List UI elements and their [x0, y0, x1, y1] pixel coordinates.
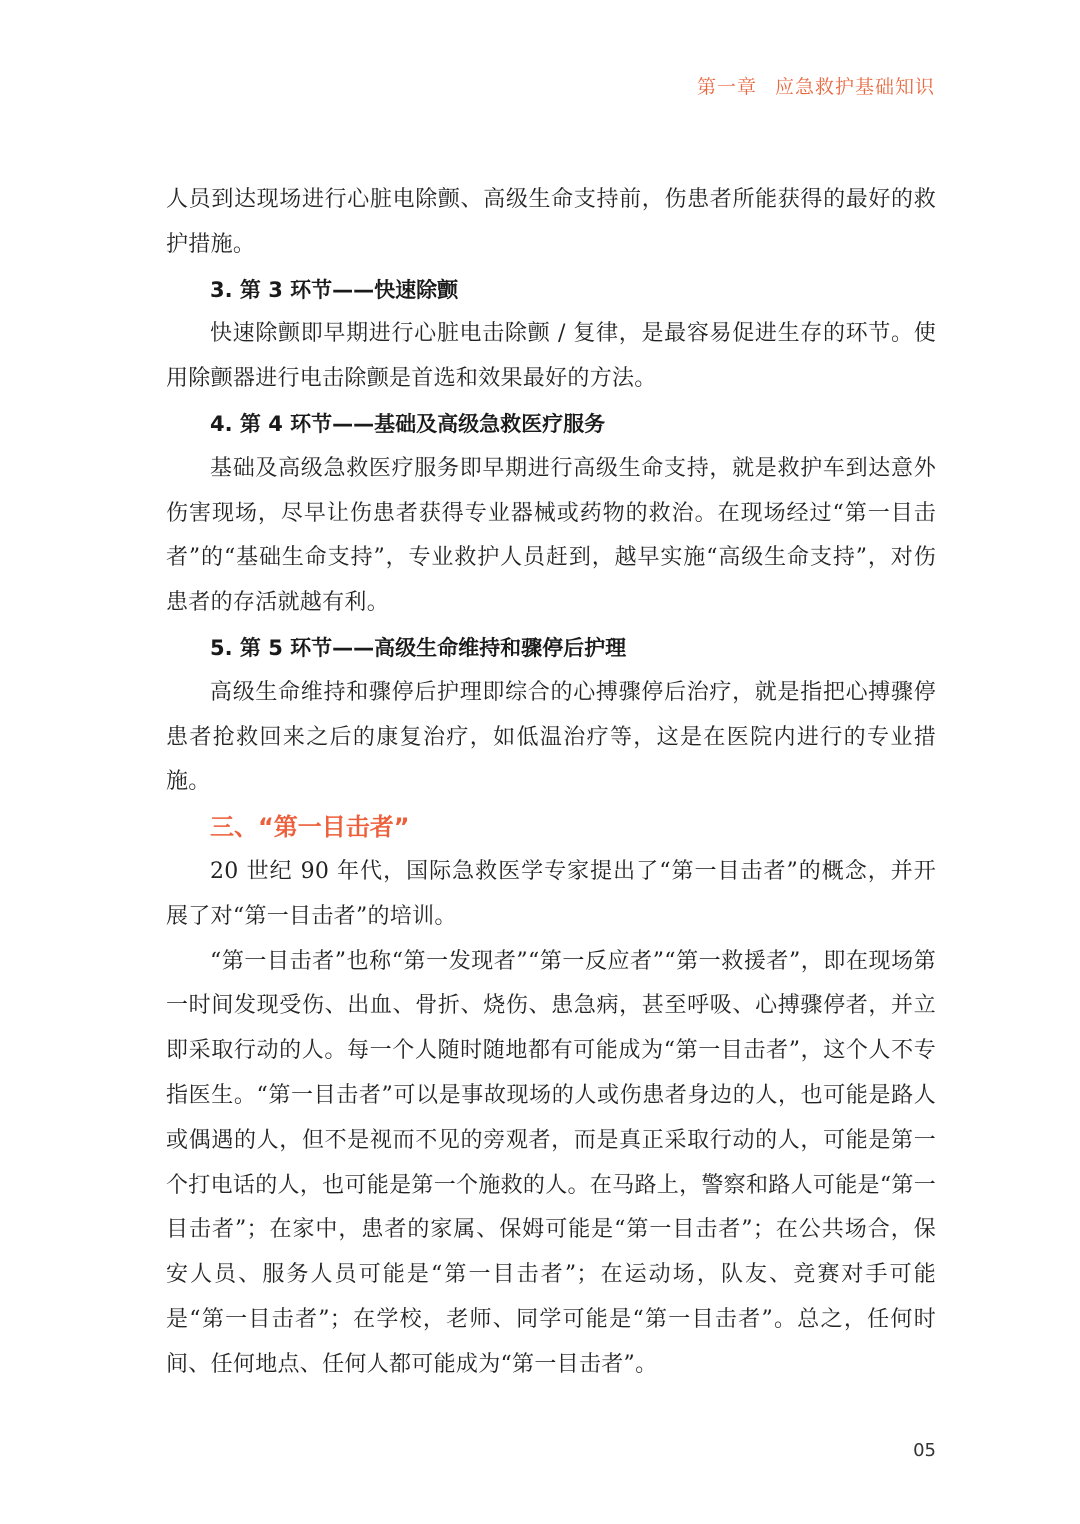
paragraph-continuation: 人员到达现场进行心脏电除颤、高级生命支持前，伤患者所能获得的最好的救护措施。 [166, 187, 936, 257]
paragraph-link-4: 基础及高级急救医疗服务即早期进行高级生命支持，就是救护车到达意外伤害现场，尽早让伤患者获得专业器械或药物的救治。在现场经过“第一目击者”的“基础生命支持”，专业救护人员赶到，越早实施“高级生命支持”，对伤患者的存活就越有利。 [166, 455, 936, 616]
paragraph-link-5: 高级生命维持和骤停后护理即综合的心搏骤停后治疗，就是指把心搏骤停患者抢救回来之后的康复治疗，如低温治疗等，这是在医院内进行的专业措施。 [166, 679, 936, 795]
section-heading-first-witness: 三、“第一目击者” [210, 813, 410, 842]
paragraph-link-3: 快速除颤即早期进行心脏电击除颤 / 复律，是最容易促进生存的环节。使用除颤器进行电击除颤是首选和效果最好的方法。 [166, 321, 936, 392]
subheading-link-4: 4. 第 4 环节——基础及高级急救医疗服务 [210, 411, 606, 436]
page-body [166, 178, 936, 1388]
subheading-link-5: 5. 第 5 环节——高级生命维持和骤停后护理 [210, 635, 627, 660]
paragraph-first-witness-origin: 20 世纪 90 年代，国际急救医学专家提出了“第一目击者”的概念，并开展了对“第一目击者”的培训。 [166, 858, 936, 929]
paragraph-first-witness-definition: “第一目击者”也称“第一发现者”“第一反应者”“第一救援者”，即在现场第一时间发现受伤、出血、骨折、烧伤、患急病，甚至呼吸、心搏骤停者，并立即采取行动的人。每一个人随时随地都有可能成为“第一目击者”，这个人不专指医生。“第一目击者”可以是事故现场的人或伤患者身边的人，也可能是路人或偶遇的人，但不是视而不见的旁观者，而是真正采取行动的人，可能是第一个打电话的人，也可能是第一个施救的人。在马路上，警察和路人可能是“第一目击者”；在家中，患者的家属、保姆可能是“第一目击者”；在公共场合，保安人员、服务人员可能是“第一目击者”；在运动场，队友、竞赛对手可能是“第一目击者”；在学校，老师、同学可能是“第一目击者”。总之，任何时间、任何地点、任何人都可能成为“第一目击者”。 [166, 948, 936, 1377]
chapter-title: 应急救护基础知识 [774, 76, 935, 98]
chapter-number: 第一章 [696, 76, 757, 98]
running-header [0, 72, 935, 99]
subheading-link-3: 3. 第 3 环节——快速除颤 [210, 277, 459, 302]
page-number: 05 [913, 1440, 936, 1461]
